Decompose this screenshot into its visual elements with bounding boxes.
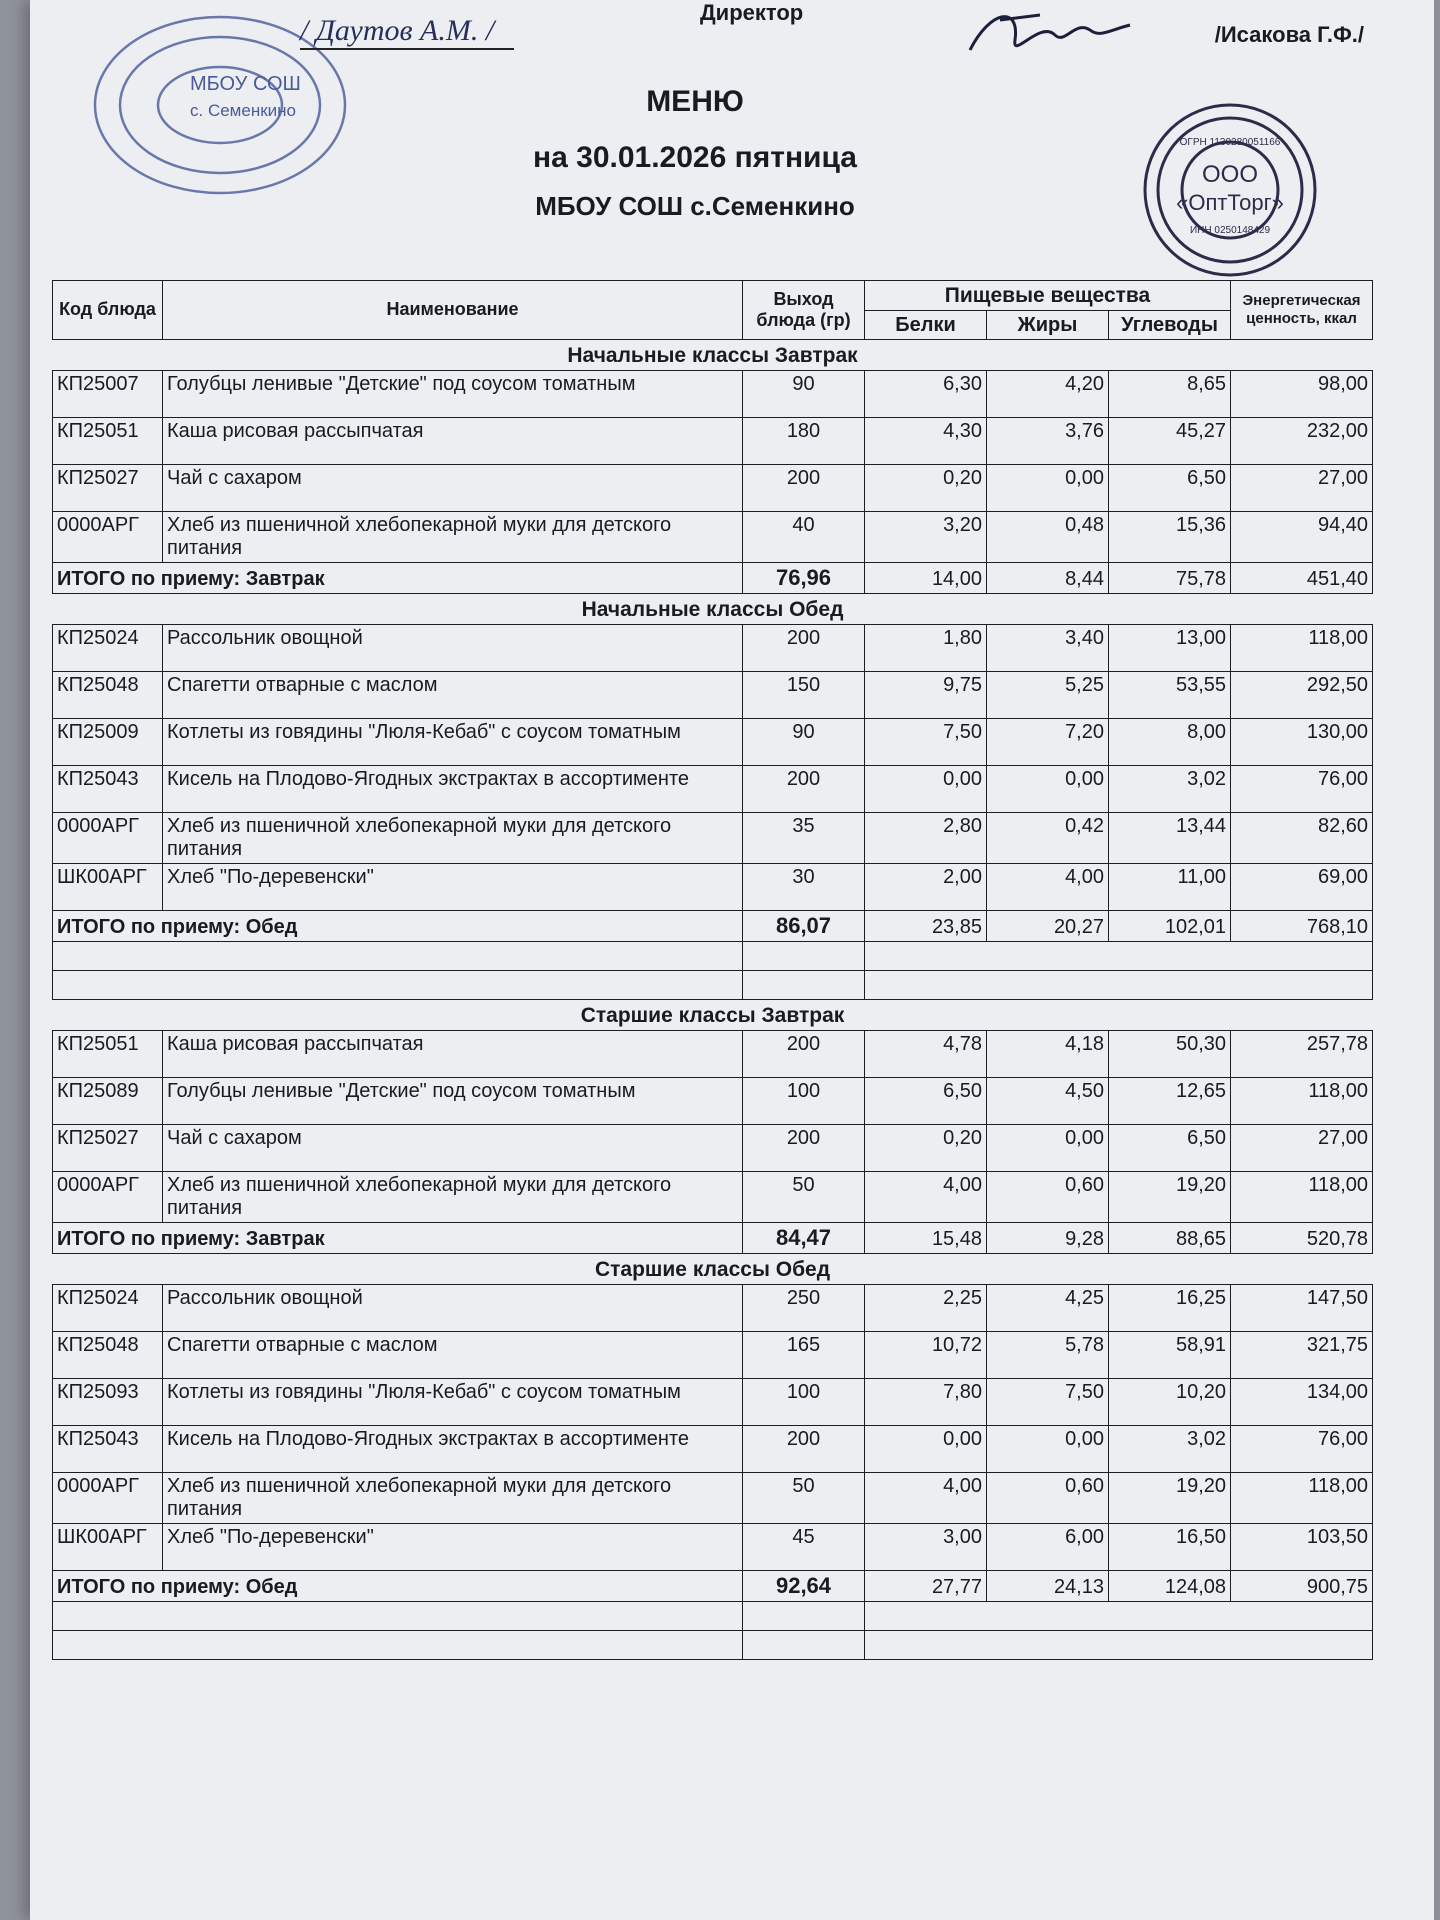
document-header — [30, 0, 1434, 280]
blank-cell — [53, 1631, 743, 1660]
cell-yield: 165 — [743, 1332, 865, 1379]
cell-energy: 98,00 — [1231, 371, 1373, 418]
cell-proteins: 4,78 — [865, 1031, 987, 1078]
cell-code: КП25043 — [53, 1426, 163, 1473]
cell-code: КП25027 — [53, 1125, 163, 1172]
cell-energy: 130,00 — [1231, 719, 1373, 766]
total-label: ИТОГО по приему: Завтрак — [53, 563, 743, 594]
cell-name: Голубцы ленивые "Детские" под соусом томатным — [163, 371, 743, 418]
total-energy: 451,40 — [1231, 563, 1373, 594]
total-energy: 900,75 — [1231, 1571, 1373, 1602]
cell-yield: 35 — [743, 813, 865, 864]
blank-row — [53, 1602, 1373, 1631]
table-row — [53, 672, 1373, 719]
cell-code: 0000АРГ — [53, 512, 163, 563]
total-energy: 768,10 — [1231, 911, 1373, 942]
total-proteins: 27,77 — [865, 1571, 987, 1602]
table-row — [53, 1078, 1373, 1125]
table-row — [53, 1332, 1373, 1379]
section-title-row — [53, 1254, 1373, 1285]
cell-proteins: 9,75 — [865, 672, 987, 719]
cell-code: КП25027 — [53, 465, 163, 512]
cell-fats: 5,25 — [987, 672, 1109, 719]
cell-energy: 82,60 — [1231, 813, 1373, 864]
cell-energy: 147,50 — [1231, 1285, 1373, 1332]
table-row — [53, 625, 1373, 672]
cell-proteins: 0,20 — [865, 1125, 987, 1172]
stamp-line-2: с. Семенкино — [190, 101, 296, 120]
menu-sheet — [30, 0, 1434, 1920]
cell-carbs: 16,50 — [1109, 1524, 1231, 1571]
supplier-stamp-ogrn: ОГРН 1130280051166 — [1179, 137, 1281, 148]
cell-energy: 232,00 — [1231, 418, 1373, 465]
blank-row — [53, 971, 1373, 1000]
col-energy-header: Энергетическая ценность, ккал — [1231, 281, 1373, 340]
cell-yield: 200 — [743, 625, 865, 672]
cell-name: Хлеб "По-деревенски" — [163, 864, 743, 911]
cell-energy: 76,00 — [1231, 1426, 1373, 1473]
cell-name: Рассольник овощной — [163, 1285, 743, 1332]
cell-code: КП25043 — [53, 766, 163, 813]
cell-carbs: 8,65 — [1109, 371, 1231, 418]
stamp-line-1: МБОУ СОШ — [190, 73, 301, 95]
table-row — [53, 465, 1373, 512]
col-name-header: Наименование — [163, 281, 743, 340]
cell-carbs: 50,30 — [1109, 1031, 1231, 1078]
cell-name: Каша рисовая рассыпчатая — [163, 1031, 743, 1078]
total-yield: 76,96 — [743, 563, 865, 594]
cell-energy: 27,00 — [1231, 465, 1373, 512]
cell-carbs: 11,00 — [1109, 864, 1231, 911]
total-yield: 86,07 — [743, 911, 865, 942]
cell-carbs: 3,02 — [1109, 766, 1231, 813]
section-title: Начальные классы Завтрак — [567, 344, 858, 368]
cell-code: КП25024 — [53, 625, 163, 672]
cell-proteins: 1,80 — [865, 625, 987, 672]
cell-yield: 90 — [743, 719, 865, 766]
cell-fats: 0,60 — [987, 1473, 1109, 1524]
blank-cell — [743, 1602, 865, 1631]
cell-code: 0000АРГ — [53, 1172, 163, 1223]
total-yield: 92,64 — [743, 1571, 865, 1602]
table-row — [53, 371, 1373, 418]
table-row — [53, 418, 1373, 465]
total-carbs: 124,08 — [1109, 1571, 1231, 1602]
cell-yield: 250 — [743, 1285, 865, 1332]
cell-energy: 27,00 — [1231, 1125, 1373, 1172]
cell-proteins: 0,20 — [865, 465, 987, 512]
school-name: МБОУ СОШ с.Семенкино — [535, 191, 855, 221]
cell-fats: 0,60 — [987, 1172, 1109, 1223]
cell-proteins: 2,25 — [865, 1285, 987, 1332]
cell-carbs: 13,00 — [1109, 625, 1231, 672]
cell-proteins: 7,80 — [865, 1379, 987, 1426]
cell-yield: 45 — [743, 1524, 865, 1571]
blank-cell — [865, 942, 1373, 971]
supplier-stamp-inn: ИНН 0250148429 — [1189, 225, 1271, 236]
cell-carbs: 10,20 — [1109, 1379, 1231, 1426]
cell-name: Кисель на Плодово-Ягодных экстрактах в ассортименте — [163, 1426, 743, 1473]
cell-name: Хлеб "По-деревенски" — [163, 1524, 743, 1571]
blank-cell — [53, 942, 743, 971]
total-row — [53, 1223, 1373, 1254]
cell-proteins: 0,00 — [865, 766, 987, 813]
cell-carbs: 16,25 — [1109, 1285, 1231, 1332]
blank-cell — [865, 1631, 1373, 1660]
cell-proteins: 4,00 — [865, 1172, 987, 1223]
cell-name: Хлеб из пшеничной хлебопекарной муки для детского питания — [163, 813, 743, 864]
cell-fats: 0,42 — [987, 813, 1109, 864]
cell-carbs: 3,02 — [1109, 1426, 1231, 1473]
total-row — [53, 563, 1373, 594]
col-carbs-header: Углеводы — [1109, 311, 1231, 340]
supplier-stamp — [1130, 100, 1330, 280]
cell-energy: 134,00 — [1231, 1379, 1373, 1426]
cell-energy: 257,78 — [1231, 1031, 1373, 1078]
director-label: Директор — [700, 0, 804, 25]
director-name: /Исакова Г.Ф./ — [1214, 22, 1364, 47]
cell-fats: 3,40 — [987, 625, 1109, 672]
cell-name: Рассольник овощной — [163, 625, 743, 672]
menu-table — [52, 280, 1373, 1660]
col-yield-header: Выход блюда (гр) — [743, 281, 865, 340]
total-carbs: 88,65 — [1109, 1223, 1231, 1254]
menu-date: на 30.01.2026 пятница — [533, 141, 857, 174]
blank-cell — [743, 942, 865, 971]
table-header — [53, 281, 1373, 340]
cell-name: Голубцы ленивые "Детские" под соусом томатным — [163, 1078, 743, 1125]
cell-energy: 118,00 — [1231, 1473, 1373, 1524]
cell-fats: 0,00 — [987, 465, 1109, 512]
cell-carbs: 6,50 — [1109, 1125, 1231, 1172]
cell-code: КП25093 — [53, 1379, 163, 1426]
blank-cell — [53, 971, 743, 1000]
cell-carbs: 6,50 — [1109, 465, 1231, 512]
table-row — [53, 813, 1373, 864]
cell-name: Каша рисовая рассыпчатая — [163, 418, 743, 465]
cell-name: Хлеб из пшеничной хлебопекарной муки для детского питания — [163, 512, 743, 563]
cell-proteins: 2,80 — [865, 813, 987, 864]
cell-name: Хлеб из пшеничной хлебопекарной муки для детского питания — [163, 1473, 743, 1524]
total-carbs: 75,78 — [1109, 563, 1231, 594]
cell-fats: 0,00 — [987, 1426, 1109, 1473]
cell-code: 0000АРГ — [53, 1473, 163, 1524]
blank-cell — [743, 1631, 865, 1660]
director-signature-icon — [960, 0, 1140, 70]
cell-code: ШК00АРГ — [53, 1524, 163, 1571]
table-body — [53, 340, 1373, 1660]
cell-code: КП25007 — [53, 371, 163, 418]
table-row — [53, 1426, 1373, 1473]
table-row — [53, 512, 1373, 563]
cell-proteins: 3,20 — [865, 512, 987, 563]
table-row — [53, 1172, 1373, 1223]
total-carbs: 102,01 — [1109, 911, 1231, 942]
total-fats: 20,27 — [987, 911, 1109, 942]
cell-fats: 4,25 — [987, 1285, 1109, 1332]
cell-code: КП25051 — [53, 1031, 163, 1078]
total-yield: 84,47 — [743, 1223, 865, 1254]
table-row — [53, 1031, 1373, 1078]
table-row — [53, 766, 1373, 813]
table-row — [53, 1125, 1373, 1172]
total-label: ИТОГО по приему: Обед — [53, 1571, 743, 1602]
table-row — [53, 1524, 1373, 1571]
cell-proteins: 6,50 — [865, 1078, 987, 1125]
cell-proteins: 10,72 — [865, 1332, 987, 1379]
cell-energy: 118,00 — [1231, 625, 1373, 672]
table-row — [53, 1473, 1373, 1524]
blank-cell — [53, 1602, 743, 1631]
total-label: ИТОГО по приему: Завтрак — [53, 1223, 743, 1254]
section-title-row — [53, 1000, 1373, 1031]
supplier-stamp-line2: «ОптТорг» — [1176, 190, 1284, 215]
cell-fats: 7,50 — [987, 1379, 1109, 1426]
cell-code: КП25051 — [53, 418, 163, 465]
cell-fats: 7,20 — [987, 719, 1109, 766]
cell-proteins: 4,00 — [865, 1473, 987, 1524]
cell-name: Чай с сахаром — [163, 465, 743, 512]
cell-carbs: 19,20 — [1109, 1172, 1231, 1223]
cell-code: КП25048 — [53, 1332, 163, 1379]
blank-cell — [865, 1602, 1373, 1631]
cell-name: Хлеб из пшеничной хлебопекарной муки для детского питания — [163, 1172, 743, 1223]
cell-fats: 3,76 — [987, 418, 1109, 465]
cell-fats: 6,00 — [987, 1524, 1109, 1571]
cell-yield: 200 — [743, 1426, 865, 1473]
cell-name: Чай с сахаром — [163, 1125, 743, 1172]
cell-name: Спагетти отварные с маслом — [163, 1332, 743, 1379]
col-proteins-header: Белки — [865, 311, 987, 340]
cell-energy: 292,50 — [1231, 672, 1373, 719]
table-row — [53, 864, 1373, 911]
section-title-row — [53, 594, 1373, 625]
table-row — [53, 1285, 1373, 1332]
cell-fats: 4,18 — [987, 1031, 1109, 1078]
total-proteins: 14,00 — [865, 563, 987, 594]
cell-yield: 200 — [743, 465, 865, 512]
cell-energy: 321,75 — [1231, 1332, 1373, 1379]
cell-yield: 200 — [743, 1125, 865, 1172]
total-label: ИТОГО по приему: Обед — [53, 911, 743, 942]
cell-energy: 69,00 — [1231, 864, 1373, 911]
cell-fats: 5,78 — [987, 1332, 1109, 1379]
cell-yield: 200 — [743, 1031, 865, 1078]
cell-name: Котлеты из говядины "Люля-Кебаб" с соусом томатным — [163, 1379, 743, 1426]
cell-code: ШК00АРГ — [53, 864, 163, 911]
cell-carbs: 45,27 — [1109, 418, 1231, 465]
col-code-header: Код блюда — [53, 281, 163, 340]
supplier-stamp-line1: ООО — [1201, 161, 1259, 188]
section-title: Старшие классы Обед — [594, 1258, 831, 1282]
cell-proteins: 7,50 — [865, 719, 987, 766]
cell-name: Кисель на Плодово-Ягодных экстрактах в ассортименте — [163, 766, 743, 813]
cell-carbs: 58,91 — [1109, 1332, 1231, 1379]
cell-yield: 30 — [743, 864, 865, 911]
cell-energy: 118,00 — [1231, 1078, 1373, 1125]
total-fats: 9,28 — [987, 1223, 1109, 1254]
section-title-row — [53, 340, 1373, 371]
total-proteins: 15,48 — [865, 1223, 987, 1254]
blank-row — [53, 942, 1373, 971]
total-row — [53, 911, 1373, 942]
cell-yield: 200 — [743, 766, 865, 813]
cell-code: КП25048 — [53, 672, 163, 719]
total-fats: 8,44 — [987, 563, 1109, 594]
blank-cell — [865, 971, 1373, 1000]
cell-fats: 4,50 — [987, 1078, 1109, 1125]
page-title: МЕНЮ — [646, 85, 744, 118]
cell-carbs: 53,55 — [1109, 672, 1231, 719]
cell-code: КП25024 — [53, 1285, 163, 1332]
cell-proteins: 6,30 — [865, 371, 987, 418]
cell-carbs: 8,00 — [1109, 719, 1231, 766]
blank-cell — [743, 971, 865, 1000]
cell-energy: 76,00 — [1231, 766, 1373, 813]
cell-yield: 50 — [743, 1473, 865, 1524]
cell-fats: 4,20 — [987, 371, 1109, 418]
total-row — [53, 1571, 1373, 1602]
cell-carbs: 13,44 — [1109, 813, 1231, 864]
cell-yield: 40 — [743, 512, 865, 563]
blank-row — [53, 1631, 1373, 1660]
cell-fats: 4,00 — [987, 864, 1109, 911]
cell-name: Котлеты из говядины "Люля-Кебаб" с соусом томатным — [163, 719, 743, 766]
total-proteins: 23,85 — [865, 911, 987, 942]
cell-fats: 0,00 — [987, 766, 1109, 813]
cell-code: КП25089 — [53, 1078, 163, 1125]
cell-carbs: 15,36 — [1109, 512, 1231, 563]
approver-signature-name: / Даутов А.М. / — [300, 14, 514, 50]
cell-yield: 50 — [743, 1172, 865, 1223]
cell-fats: 0,48 — [987, 512, 1109, 563]
cell-code: КП25009 — [53, 719, 163, 766]
cell-proteins: 2,00 — [865, 864, 987, 911]
cell-carbs: 19,20 — [1109, 1473, 1231, 1524]
total-fats: 24,13 — [987, 1571, 1109, 1602]
cell-yield: 90 — [743, 371, 865, 418]
cell-proteins: 3,00 — [865, 1524, 987, 1571]
cell-name: Спагетти отварные с маслом — [163, 672, 743, 719]
cell-yield: 180 — [743, 418, 865, 465]
cell-energy: 118,00 — [1231, 1172, 1373, 1223]
cell-energy: 94,40 — [1231, 512, 1373, 563]
cell-energy: 103,50 — [1231, 1524, 1373, 1571]
section-title: Начальные классы Обед — [581, 598, 844, 622]
total-energy: 520,78 — [1231, 1223, 1373, 1254]
table-row — [53, 1379, 1373, 1426]
col-nutrients-header: Пищевые вещества — [865, 281, 1231, 311]
table-row — [53, 719, 1373, 766]
cell-fats: 0,00 — [987, 1125, 1109, 1172]
cell-yield: 100 — [743, 1078, 865, 1125]
cell-yield: 100 — [743, 1379, 865, 1426]
cell-yield: 150 — [743, 672, 865, 719]
cell-proteins: 4,30 — [865, 418, 987, 465]
col-fats-header: Жиры — [987, 311, 1109, 340]
cell-code: 0000АРГ — [53, 813, 163, 864]
cell-carbs: 12,65 — [1109, 1078, 1231, 1125]
section-title: Старшие классы Завтрак — [580, 1004, 845, 1028]
cell-proteins: 0,00 — [865, 1426, 987, 1473]
